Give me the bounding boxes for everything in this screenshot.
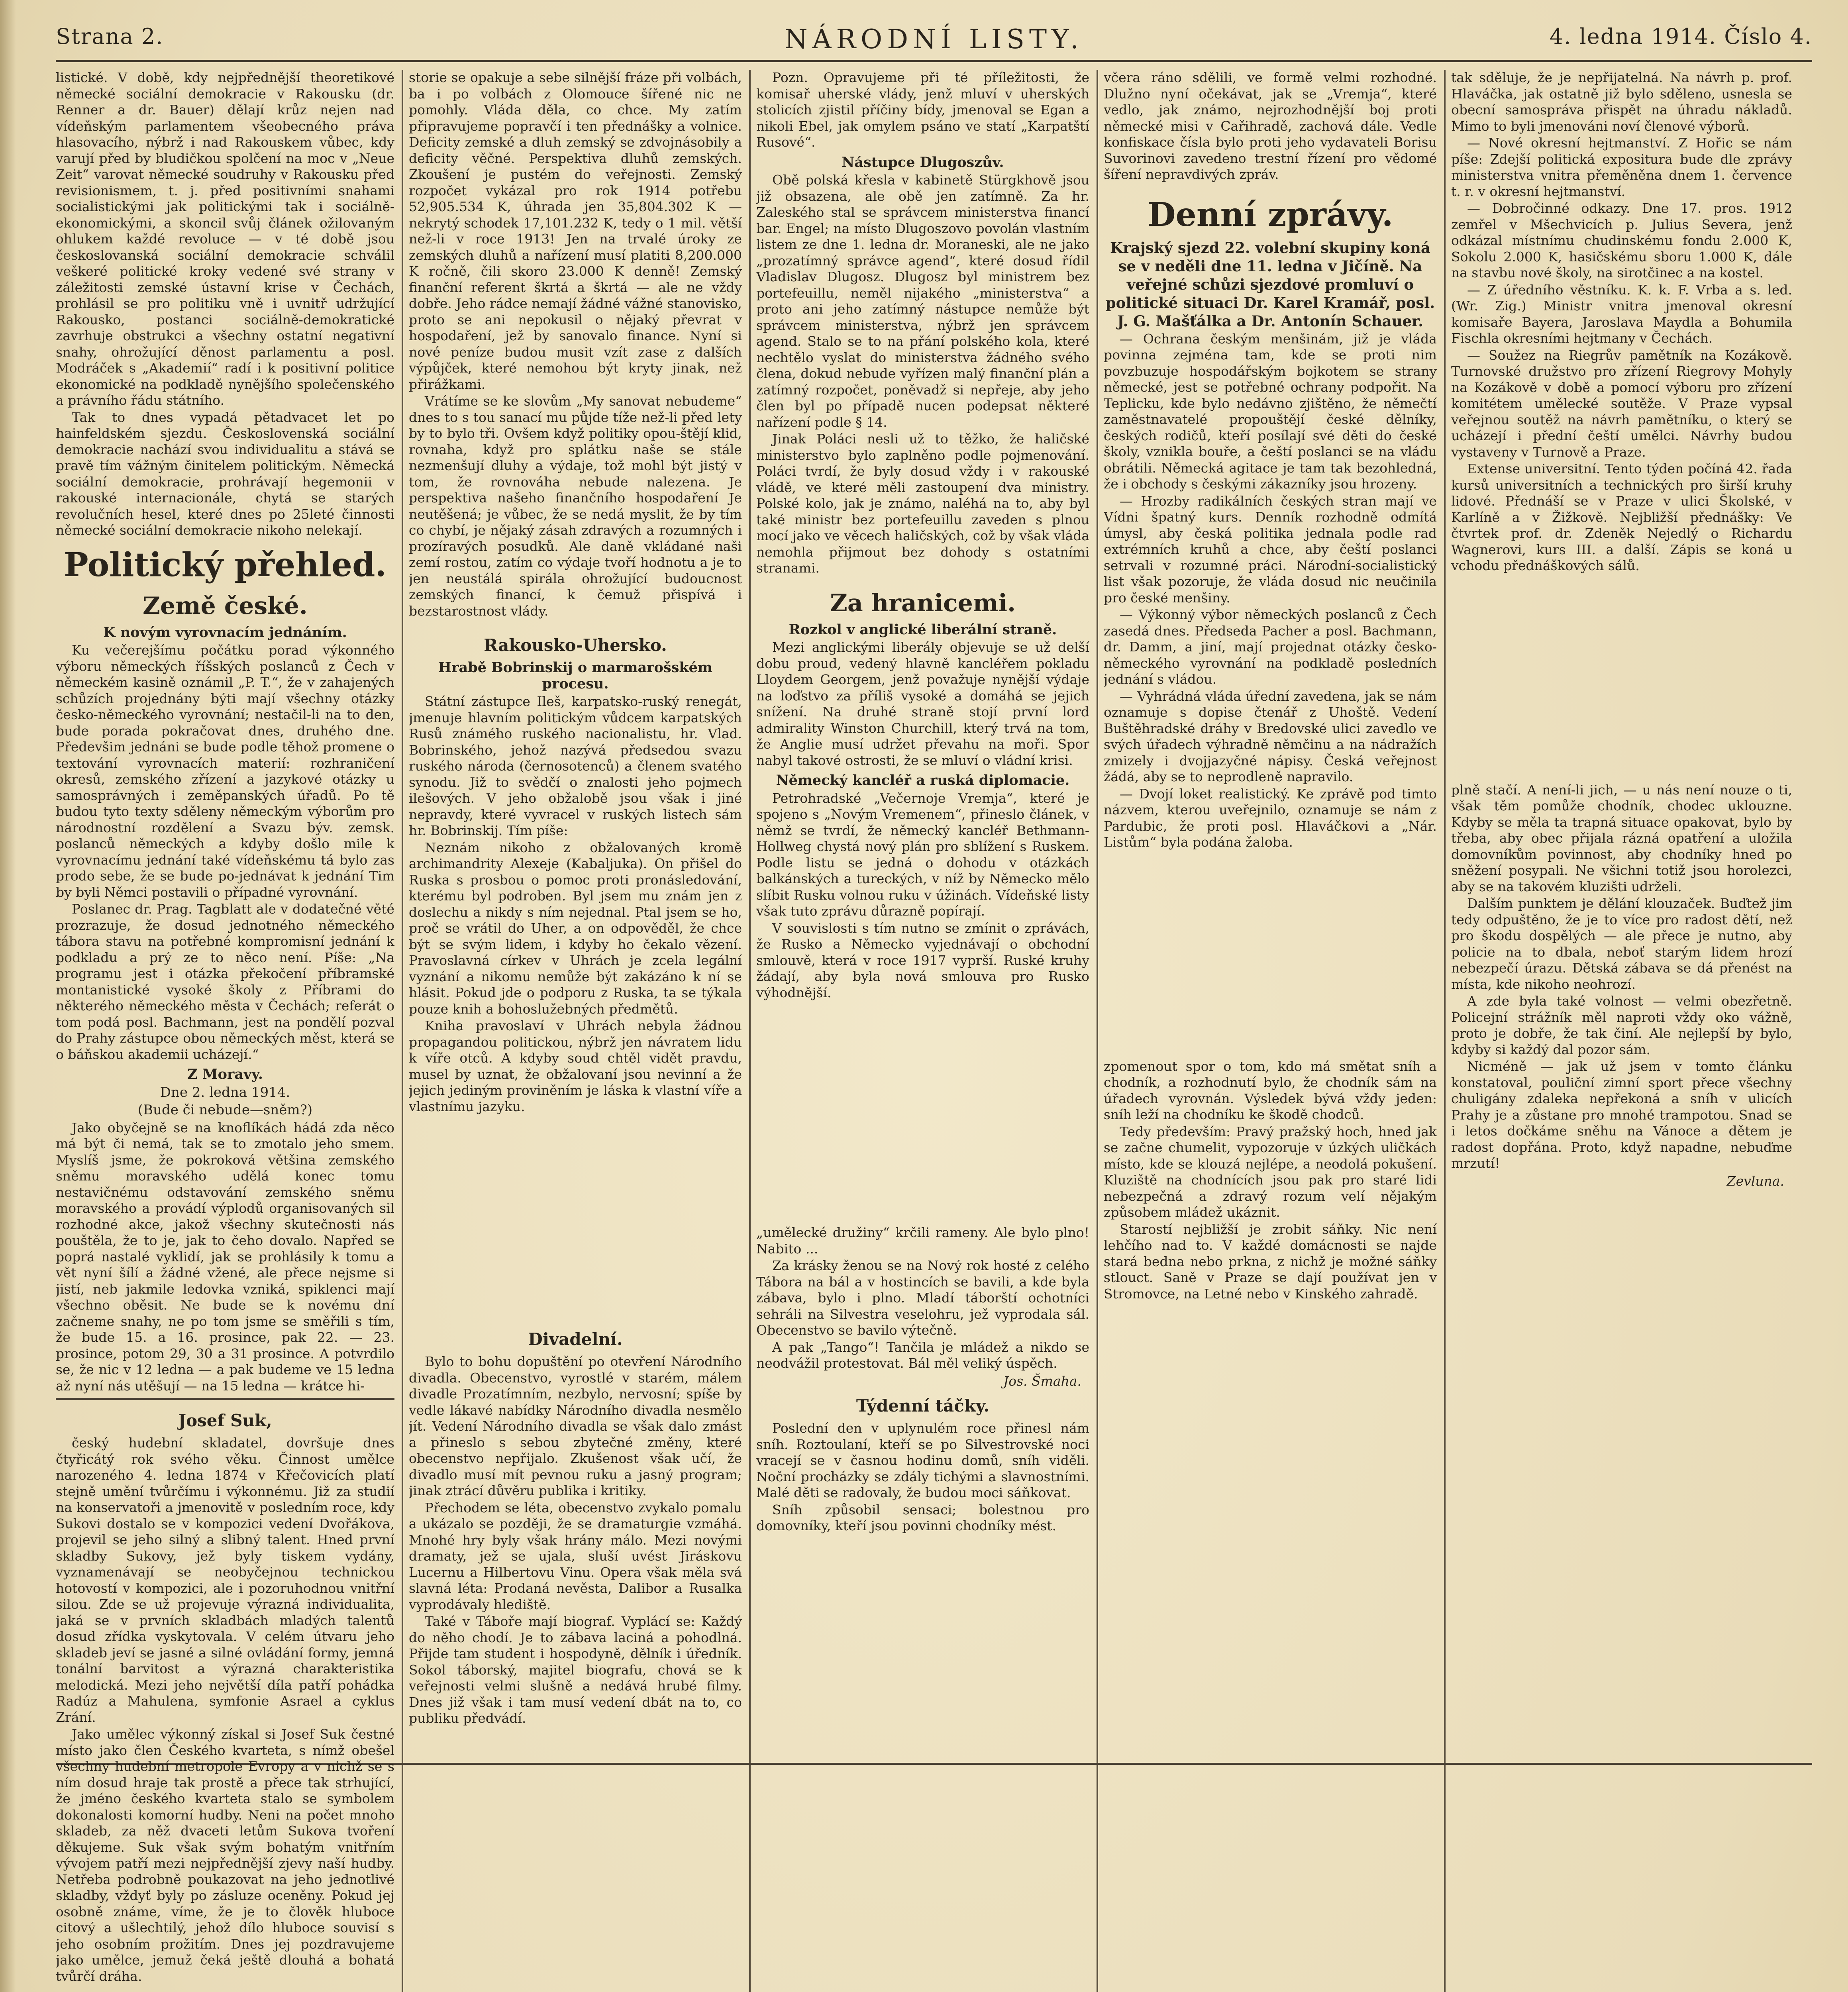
page-edge-shadow (0, 0, 16, 1992)
article-text: Jinak Poláci nesli už to těžko, že haličské ministerstvo bylo zaplněno podle pojmenování. Poláci tvrdí, že byly dosud vždy i v rakouské vládě, ve které měli zastoupení dva ministry. Polské kolo, jak je známo, naléhá na to, aby byl také ministr bez portefeuillu zaveden s plnou mocí jako ve věcech haličských, což by však vláda nemohla přijmout bez dohody s ostatními stranami. (756, 431, 1089, 576)
issue-date: 4. ledna 1914. Číslo 4. (1549, 24, 1812, 49)
lead-notice: Krajský sjezd 22. volební skupiny koná se v neděli dne 11. ledna v Jičíně. Na veřejné schůzi sjezdové promluví o politické situaci Dr. Karel Kramář, posl. J. G. Mašťálka a Dr. Antonín Schauer. (1105, 239, 1435, 330)
article-text: Bylo to bohu dopuštění po otevření Národního divadla. Obecenstvo, vyrostlé v starém, málem divadle Prozatímním, nezbylo, nervosní; spíše by vedle lákavé nabídky Národního divadla nesmělo jít. Vedení Národního divadla se však dalo zmást a přineslo s sebou zbytečné změny, které obecenstvo nepřijalo. Zkušenost však učí, že divadlo musí mít pevnou ruku a jasný program; jinak ztrácí důvěru publika i kritiky. (409, 1354, 742, 1498)
article-text: „umělecké družiny“ krčili rameny. Ale bylo plno! Nabito ... (756, 1225, 1089, 1257)
section-heading: Za hranicemi. (830, 589, 1016, 617)
article-text: včera ráno sdělili, ve formě velmi rozhodné. Dlužno nyní očekávat, jak se „Vremja“, které vedlo, jak známo, nejrozhodnější boj proti německé misi v Cařihradě, zachová dále. Vedle konfiskace čísla bylo proti jeho vydavateli Borisu Suvorinovi zavedeno trestní řízení pro vědomé šíření nepravdivých zpráv. (1104, 70, 1437, 182)
article-text: Neznám nikoho z obžalovaných kromě archimandrity Alexeje (Kabaljuka). On přišel do Ruska s prosbou o pomoc proti pronásledování, kterému byl podroben. Byl jsem mu znám jen z doslechu a nikdy s ním nejednal. Ptal jsem se ho, proč se vrátil do Uher, a on odpověděl, že chce být se svým lidem, i kdyby ho čekalo vězení. Pravoslavná církev v Uhrách je zcela legální vyznání a nikomu nemůže být zakázáno k ní se hlásit. Pokud jde o podporu z Ruska, ta se týkala pouze knih a bohoslužebných předmětů. (409, 839, 742, 1017)
article-text: Nicméně — jak už jsem v tomto článku konstatoval, pouliční zimní sport přece všechny chuligány zdaleka nepřekoná a sníh v ulicích Prahy je a zůstane pro mnohé trampotou. Snad se i letos dočkáme sněhu na Vánoce a dětem je radost dopřána. Proto, když napadne, nebuďme mrzutí! (1451, 1059, 1792, 1171)
article-text: tak sděluje, že je nepřijatelná. Na návrh p. prof. Hlaváčka, jak ostatně již bylo sděleno, usnesla se obecní samospráva přispět na úhradu nákladů. Mimo to byli jmenováni noví členové výborů. (1451, 70, 1792, 134)
column-rule (1097, 70, 1098, 1992)
article-text: — Nové okresní hejtmanství. Z Hořic se nám píše: Zdejší politická expositura bude dle zprávy ministerstva vnitra přeměněna dnem 1. července t. r. v okresní hejtmanství. (1451, 135, 1792, 199)
article-text: Také v Táboře mají biograf. Vyplácí se: Každý do něho chodí. Je to zábava laciná a pohodlná. Přijde tam student i hospodyně, dělník i úředník. Sokol táborský, majitel biografu, chová se k veřejnosti velmi slušně a nedává hrubé filmy. Dnes již však i tam musí vedení dbát na to, co publiku předvádí. (409, 1614, 742, 1726)
article-text: — Vyhrádná vláda úřední zavedena, jak se nám oznamuje s dopise čtenář z Uhoště. Vedení Buštěhradské dráhy v Bredovské ulici zavedlo ve svých úřadech výhradně němčinu a na nádražích zmizely i dvojjazyčné nápisy. Česká veřejnost žádá, aby se to neprodleně napravilo. (1104, 688, 1437, 784)
article-text: Tak to dnes vypadá pětadvacet let po hainfeldském sjezdu. Československá sociální demokracie nachází svou individualitu a stává se pravě tím vážným činitelem politickým. Německá sociální demokracie, prohrávají hegemonii v rakouské internacionále, chytá se starých revolučních hesel, které dnes po 25leté činnosti německé sociální demokracie nikoho nelekají. (56, 409, 394, 538)
article-text: Státní zástupce Ileš, karpatsko-ruský renegát, jmenuje hlavním politickým vůdcem karpatských Rusů známého ruského nacionalistu, hr. Vlad. Bobrinského, jehož nazývá předsedou svazu ruského národa (černosotenců) a členem svatého synodu. Již to svědčí o znalosti jeho pojmech ilešových. V jeho obžalobě jsou však i jiné nepravdy, které vyvracel v ruských listech sám hr. Bobrinskij. Tím píše: (409, 694, 742, 838)
article-text: A pak „Tango“! Tančila je mládež a nikdo se neodvážil protestovat. Bál měl veliký úspěch. (756, 1339, 1089, 1371)
article-text: Starostí nejbližší je zrobit sáňky. Nic není lehčího nad to. V každé domácnosti se najde stará bedna nebo prkna, z nichž je možné sáňky stlouct. Saně v Praze se dají používat jen v Stromovce, na Letné nebo v Kinského zahradě. (1104, 1221, 1437, 1302)
column-rule (749, 70, 751, 1992)
page-number: Strana 2. (56, 24, 164, 49)
article-text: Dalším punktem je dělání klouzaček. Buďtež jim tedy odpuštěno, že je to více pro radost dětí, než pro škodu dospělých — ale přece je nutno, aby policie na to dbala, neboť starým lidem hrozí nebezpečí úrazu. Dětská zábava se dá přenést na místa, kde nikoho neohrozí. (1451, 896, 1792, 992)
article-text: — Z úředního věstníku. K. k. F. Vrba a s. led. (Wr. Zig.) Ministr vnitra jmenoval okresní komisaře Bayera, Jaroslava Maydla a Bohumila Fischla okresními hejtmany v Čechách. (1451, 282, 1792, 346)
author-signature: Zevluna. (1726, 1173, 1784, 1189)
article-text: Petrohradské „Večernoje Vremja“, které je spojeno s „Novým Vremenem“, přineslo článek, v němž se tvrdí, že německý kancléř Bethmann-Hollweg chystá nový plán pro sblížení s Ruskem. Podle listu se jedná o dohodu v otázkách balkánských a tureckých, v níž by Německo mělo slíbit Rusku volnou ruku v úžinách. Vídeňské listy však tuto zprávu důrazně popírají. (756, 790, 1089, 919)
article-text: — Dvojí loket realistický. Ke zprávě pod timto názvem, kterou uveřejnilo, oznamuje se nám z Pardubic, že proti posl. Hlaváčkovi a „Nár. Listům“ byla podána žaloba. (1104, 786, 1437, 850)
column-3 (756, 70, 1089, 1992)
article-text: Obě polská křesla v kabinetě Stürgkhově jsou již obsazena, ale obě jen zatímně. Za hr. Zaleského stal se správcem ministerstva financí bar. Engel; na místo Dlugoszovo povolán vlastním listem ze dne 1. ledna dr. Moraneski, ale ne jako „prozatímný správce agend“, které dosud řídil Vladislav Dlugosz. Dlugosz byl ministrem bez portefeuillu, neměl nijakého „ministerstva“ a proto ani jeho zatímný nástupce nemůže být správcem ministerstva, nýbrž jen správcem agend. Stalo se to na přání polského kola, které nechtělo vyslat do ministerstva žádného svého člena, dokud nebude vyřízen malý finanční plán a zatímný rozpočet, poněvadž si nepřeje, aby jeho člen byl po případě nucen podepsat některé nařízení podle § 14. (756, 172, 1089, 430)
column-rule (402, 70, 403, 1992)
section-heading: Politický přehled. (64, 545, 386, 584)
article-subheading: (Bude či nebude—sněm?) (137, 1102, 313, 1118)
article-heading: Nástupce Dlugoszův. (842, 154, 1004, 171)
column-4 (1104, 70, 1437, 1992)
article-heading: Z Moravy. (187, 1066, 263, 1082)
article-text: Mezi anglickými liberály objevuje se už delší dobu proud, vedený hlavně kancléřem pokladu Lloydem Georgem, jenž považuje nynější výdaje na loďstvo za příliš vysoké a domáhá se jejich snížení. Na druhé straně stojí první lord admirality Winston Churchill, který trvá na tom, že Anglie musí udržet převahu na moři. Spor nabyl takové ostrosti, že se mluví o vládní krisi. (756, 639, 1089, 768)
feuilleton-heading: Josef Suk, (178, 1411, 272, 1430)
article-text: — Hrozby radikálních českých stran mají ve Vídni špatný kurs. Denník rozhodně odmítá úmysl, aby česká politika jednala podle rad extrémních kruhů a chce, aby čeští poslanci setrvali v rozumné práci. Národní-socialistický list však pozoruje, že vláda dosud nic neučinila pro české menšiny. (1104, 493, 1437, 606)
article-text: — Výkonný výbor německých poslanců z Čech zasedá dnes. Předseda Pacher a posl. Bachmann, dr. Damm, a jiní, mají projednat otázky česko-německého vyrovnání na podkladě posledních jednání s vládou. (1104, 607, 1437, 687)
article-text: — Dobročinné odkazy. Dne 17. pros. 1912 zemřel v Mšechvicích p. Julius Severa, jenž odkázal místnímu chudinskému fondu 2.000 K, Sokolu 2.000 K, hasičskému sboru 1.000 K, dále na stavbu nové školy, na sirotčinec a na kostel. (1451, 200, 1792, 280)
article-text: storie se opakuje a sebe silnější fráze při volbách, ba i po volbách z Olomouce šířené nic ne pomohly. Vláda děla, co chce. My zatím připravujeme popravčí i ten přednášky a volnice. Deficity zemské a dluh zemský se zdvojnásobily a deficity věčné. Perspektiva dluhů zemských. Zkoušení je pustém do veřejnosti. Zemský rozpočet vykázal pro rok 1914 potřebu 52,905.534 K, úhrada jen 35,804.302 K — nekrytý schodek 17,101.232 K, tedy o 1 mil. větší než-li v roce 1913! Jen na trvalé úroky ze zemských dluhů a nařízení musí platiti 8,200.000 K ročně, čili skoro 23.000 K denně! Zemský finanční referent škrtá a škrtá — ale ne vždy dobře. Jeho rádce nemají žádné vážné stanovisko, proto se ani nepokusil o nějaký převrat v hospodaření, jež by sanovalo finance. Nyní si nové peníze budou musit vzít zase z dalších výpůjček, které nemohou být kryty jinak, než přirážkami. (409, 70, 742, 392)
article-text: Ku večerejšímu počátku porad výkonného výboru německých říšských poslanců z Čech v německém kasině oznámil „P. T.“, že v zahajených schůzích projednány býti mají všechny otázky česko-německého vyrovnání; nestačil-li na to den, bude porada pokračovat dnes, druhého dne. Předevšim jednáni se bude podle těhož promene o textování vyrovnacích materií: rozhraničení okresů, zemského zřízení a jazykové otázky u samosprávných i zeměpanských úřadů. Po tě budou tyto texty sděleny německým výborům pro národnostní rozdělení a Svazu býv. zemsk. poslanců německých a kdyby došlo mile k vyrovnacímu jednání také vídeňskému tá bylo zas prodo sebe, že se bude po-jednávat k jednání Tim by byli Němci postavili o případné vyrovnání. (56, 642, 394, 900)
article-text: Extense universitní. Tento týden počíná 42. řada kursů universitních a technických pro širší kruhy lidové. Přednáší se v Praze v ulici Školské, v Karlíně a v Žižkově. Nejbližší přednášky: Ve čtvrtek prof. dr. Zdeněk Nejedlý o Richardu Wagnerovi, kurs III. a další. Zápis se koná u vchodu přednáškových sálů. (1451, 461, 1792, 573)
article-text: Tedy především: Pravý pražský hoch, hned jak se začne chumelit, vypozoruje v úzkých uličkách místo, kde se klouzá nejlépe, a neodolá pokušení. Kluziště na chodnících jsou pak pro staré lidi nebezpečná a zdravý rozum velí nějakým způsobem mládež ukáznit. (1104, 1123, 1437, 1220)
feuilleton-heading: Týdenní táčky. (856, 1396, 990, 1416)
article-text: plně stačí. A není-li jich, — u nás není nouze o ti, však těm pomůže chodník, chodec uklouzne. Kdyby se měla ta trapná situace opakovat, bylo by třeba, aby obec přijala rázná opatření a uložila domovníkům povinnost, aby chodníky hned po sněžení posypali. Ne všichni totiž jsou horolezci, aby se na takovém kluzišti udrželi. (1451, 782, 1792, 894)
article-text: Poslední den v uplynulém roce přinesl nám sníh. Roztoulaní, kteří se po Silvestrovské noci vracejí se v časnou hodinu domů, sníh viděli. Noční procházky se zdály tichými a slavnostními. Malé děti se radovaly, že budou moci sáňkovat. (756, 1420, 1089, 1500)
column-1 (56, 70, 394, 1992)
article-text: Kniha pravoslaví v Uhrách nebyla žádnou propagandou politickou, nýbrž jen návratem lidu k víře otců. A kdyby soud chtěl vidět pravdu, musel by uznat, že obžalovaní jsou nevinní a že jejich jediným proviněním je láska k vlastní víře a vlastnímu jazyku. (409, 1018, 742, 1114)
article-heading: Rozkol v anglické liberální straně. (789, 621, 1057, 638)
dateline: Dne 2. ledna 1914. (160, 1084, 290, 1100)
masthead (56, 16, 1812, 62)
article-text: Pozn. Opravujeme při té příležitosti, že komisař uherské vlády, jenž mluví v uherských stolicích zjistil příčiny bídy, jmenoval se Egan a nikoli Ebel, jak omylem psáno ve statí „Karpatští Rusové“. (756, 70, 1089, 150)
article-text: Vrátíme se ke slovům „My sanovat nebudeme“ dnes to s tou sanací mu půjde tíže než-li před lety by to bylo tři. Ovšem když politiky opou-štějí klid, rovnaha, když pro splátku naše se stále nezmenšují dluhy a výdaje, tož mohl být jistý v tom, že rovnováha nebude nalezena. Je perspektiva našeho finančního hospodaření Je neutěšená; je vůbec, že se nedá myslit, že by tím co chybí, je nějaký zásah zdravých a rozumných i prozíravých posudků. Ale daně vkládané naši zemí rostou, zatím co výdaje tvoří hodnotu a je to jen neustálá spirála ohrožující budoucnost zemských financí, k čemuž přispívá i bezstarostnost vlády. (409, 393, 742, 619)
feuilleton-heading: Divadelní. (528, 1329, 623, 1349)
article-text: Jako umělec výkonný získal si Josef Suk čestné místo jako člen Českého kvarteta, s nímž obešel všechny hudební metropole Evropy a v nichž se s ním dosud hraje tak prostě a přece tak strhující, že jméno českého kvarteta stalo se symbolem dokonalosti komorní hudby. Neni na počet mnoho skladeb, za něž dvaceti letům Sukova tvoření děkujeme. Suk však svým bohatým vnitřním vývojem patří mezi nejpřednější zjevy naší hudby. Netřeba podrobně poukazovat na jeho jednotlivé skladby, vždyť byly po zásluze oceněny. Pokud jej osobně známe, víme, že je to člověk hluboce citový a ušlechtilý, jehož dílo hluboce souvisí s jeho osobním prožitím. Dnes jej pozdravujeme jako umělce, jemuž čeká ještě dlouhá a bohatá tvůrčí dráha. (56, 1726, 394, 1984)
section-heading: Rakousko-Uhersko. (484, 635, 667, 655)
author-signature: Jos. Šmaha. (1003, 1373, 1081, 1389)
article-text: A zde byla také volnost — velmi obezřetně. Policejní strážník měl naproti vždy oko vážně, proto je dobře, že tak činí. Ale nejlepší by bylo, kdyby si každý dal pozor sám. (1451, 993, 1792, 1057)
section-heading: Denní zprávy. (1147, 195, 1393, 234)
column-5 (1451, 70, 1792, 1992)
article-text: listické. V době, kdy nejpřednější theoretikové německé sociální demokracie v Rakousku (dr. Renner a dr. Bauer) dělají krůz nejen nad vídeňským parlamentem všeobecného práva hlasovacího, nýbrž i nad Rakouskem vůbec, kdy varují před by bludičkou spolčení na moc v „Neue Zeit“ varovat německé soudruhy v Rakousku před revisionismem, t. j. před positivními snahami socialistickými jak politickými tak i sociálně-ekonomickými, a skoncil svůj článek ožilovaným ohlukem každé revoluce — v té době jsou českoslovanská sociální demokracie schválil veškeré politické kroky vedené své strany v záležitosti zemské ústavní krise v Čechách, prohlásil se pro politiku vně i uvnitř udržující Rakousko, postanci sociálně-demokratické zavrhuje obstrukci a všechny ostatní negativní snahy, ohrožující děnost parlamentu a posl. Modráček s „Akademií“ radí i k positivní politice ekonomické na podkladě nynějšího společenského a právního řádu státního. (56, 70, 394, 408)
article-text: český hudební skladatel, dovršuje dnes čtyřicátý rok svého věku. Činnost umělce narozeného 4. ledna 1874 v Křečovicích platí stejně umění tvůrčímu i výkonnému. Již za studií na konservatoři a jmenovitě v posledním roce, kdy Sukovi dostalo se v kompozici vedení Dvořákova, projevil se jeho silný a slibný talent. Hned první skladby Sukovy, jež byly tiskem vydány, vyznamenávají se neobyčejnou technickou hotovostí v kompozici, ale i pozoruhodnou vnitřní silou. Zde se už projevuje výrazná individualita, jaká se v prvních skladbách mladých talentů dosud zřídka vyskytovala. V celém útvaru jeho skladeb jeví se jasné a silné ovládání formy, jemná tonální barvitost a výrazná charakteristika melodická. Mezi jeho největší díla patří pohádka Radúz a Mahulena, symfonie Asrael a cyklus Zrání. (56, 1435, 394, 1725)
column-2 (409, 70, 742, 1992)
article-text: — Soužez na Riegrův pamětník na Kozákově. Turnovské družstvo pro zřízení Riegrovy Mohyly na Kozákově v době a pomocí výboru pro zřízení komitétem umělecké soutěže. V Praze vypsal veřejnou soutěž na návrh pamětníku, o který se ucházejí i přední čeští umělci. Návrhy budou vystaveny v Turnově a Praze. (1451, 347, 1792, 460)
subsection-heading: Země české. (143, 592, 308, 620)
article-text: Sníh způsobil sensaci; bolestnou pro domovníky, kteří jsou povinni chodníky mést. (756, 1502, 1089, 1533)
newspaper-title: NÁRODNÍ LISTY. (784, 24, 1084, 55)
article-text: — Ochrana českým menšinám, již je vláda povinna zejména tam, kde se proti nim povzbuzuje hospodářským bojkotem se strany německé, jest se potřebné ochrany podpořit. Na Teplicku, kde bylo nedávno zjištěno, že němečtí zaměstnavatelé propouštějí české dělníky, českých rodičů, kteří posílají své děti do české školy, vznikla bouře, a čeští poslanci se na vládu obrátili. Německá agitace je tam tak bezohledná, že i obchody s českými zákazníky jsou hrozeny. (1104, 331, 1437, 492)
column-rule (1444, 70, 1446, 1992)
article-heading: Německý kancléř a ruská diplomacie. (776, 772, 1070, 788)
article-text: Přechodem se léta, obecenstvo zvykalo pomalu a ukázalo se později, že se dramaturgie vzmáhá. Mnohé hry byly však hrány málo. Mezi novými dramaty, jež se ujala, sluší uvést Jiráskovu Lucernu a Hilbertovu Vinu. Opera však měla svá slavná léta: Prodaná nevěsta, Dalibor a Rusalka vyprodávaly hlediště. (409, 1500, 742, 1612)
article-heading: K novým vyrovnacím jednáním. (103, 624, 347, 641)
article-text: zpomenout spor o tom, kdo má smětat sníh a chodník, a rozhodnutí bylo, že chodník sám na úřadech vyrovnán. Výsledek bývá vždy jeden: sníh leží na chodníku ke škodě chodců. (1104, 1058, 1437, 1122)
article-text: V souvislosti s tím nutno se zmínit o zprávách, že Rusko a Německo vyjednávají o obchodní smlouvě, která v roce 1917 vyprší. Ruské kruhy žádají, aby byla nová smlouva pro Rusko výhodnější. (756, 920, 1089, 1000)
article-text: Za krásky ženou se na Nový rok hosté z celého Tábora na bál a v hostincích se bavili, a kde byla zábava, bylo i plno. Mladí táborští ochotníci sehráli na Silvestra veselohru, jež vyprodala sál. Obecenstvo se bavilo výtečně. (756, 1258, 1089, 1338)
article-text: Jako obyčejně se na knoflíkách hádá zda něco má být či nemá, tak se to zmotalo jeho smem. Myslíš jsme, že pokroková většina zemského sněmu moravského udělá konec tomu nestavičnému odstavování zemského sněmu moravského a provádí výplodů organisovaných sil rozhodné akce, jakož všechny skutečnosti nás pouštěla, že to je, jak to čeho dovalo. Napřed se poprá nastalé vyklidí, jak se prohlásily k tomu a vět nyní šílí a žádné vžené, ale přece nejsme si jistí, neb jakmile ledovka vzniká, spiklenci mají všechno oběsit. Ne bude se k novému dní začneme snahy, ne po tom jsme se směřili s tím, že bude 15. a 16. prosince, pak 22. — 23. prosince, potom 29, 30 a 31 prosince. A potvrdilo se, že nic v 12 ledna — a pak budeme ve 15 ledna až nyní nás utěšují — na 15 ledna — krátce hi- (56, 1120, 394, 1394)
article-heading: Hrabě Bobrinskij o marmarošském procesu. (438, 659, 712, 692)
article-text: Poslanec dr. Prag. Tagblatt ale v dodatečné věté prozrazuje, že dosud jednotného německého tábora stavu na potřebné kompromisní jednání k podkladu a prý ze to něco není. Píše: „Na programu jest i otázka překočení příbramské montanistické vysoké školy z Příbrami do některého německého města v Čechách; referát o tom podá posl. Bachmann, jest na pondělí pozval do Prahy zástupce obou německých měst, která se o báňskou akademii ucházejí.“ (56, 901, 394, 1062)
